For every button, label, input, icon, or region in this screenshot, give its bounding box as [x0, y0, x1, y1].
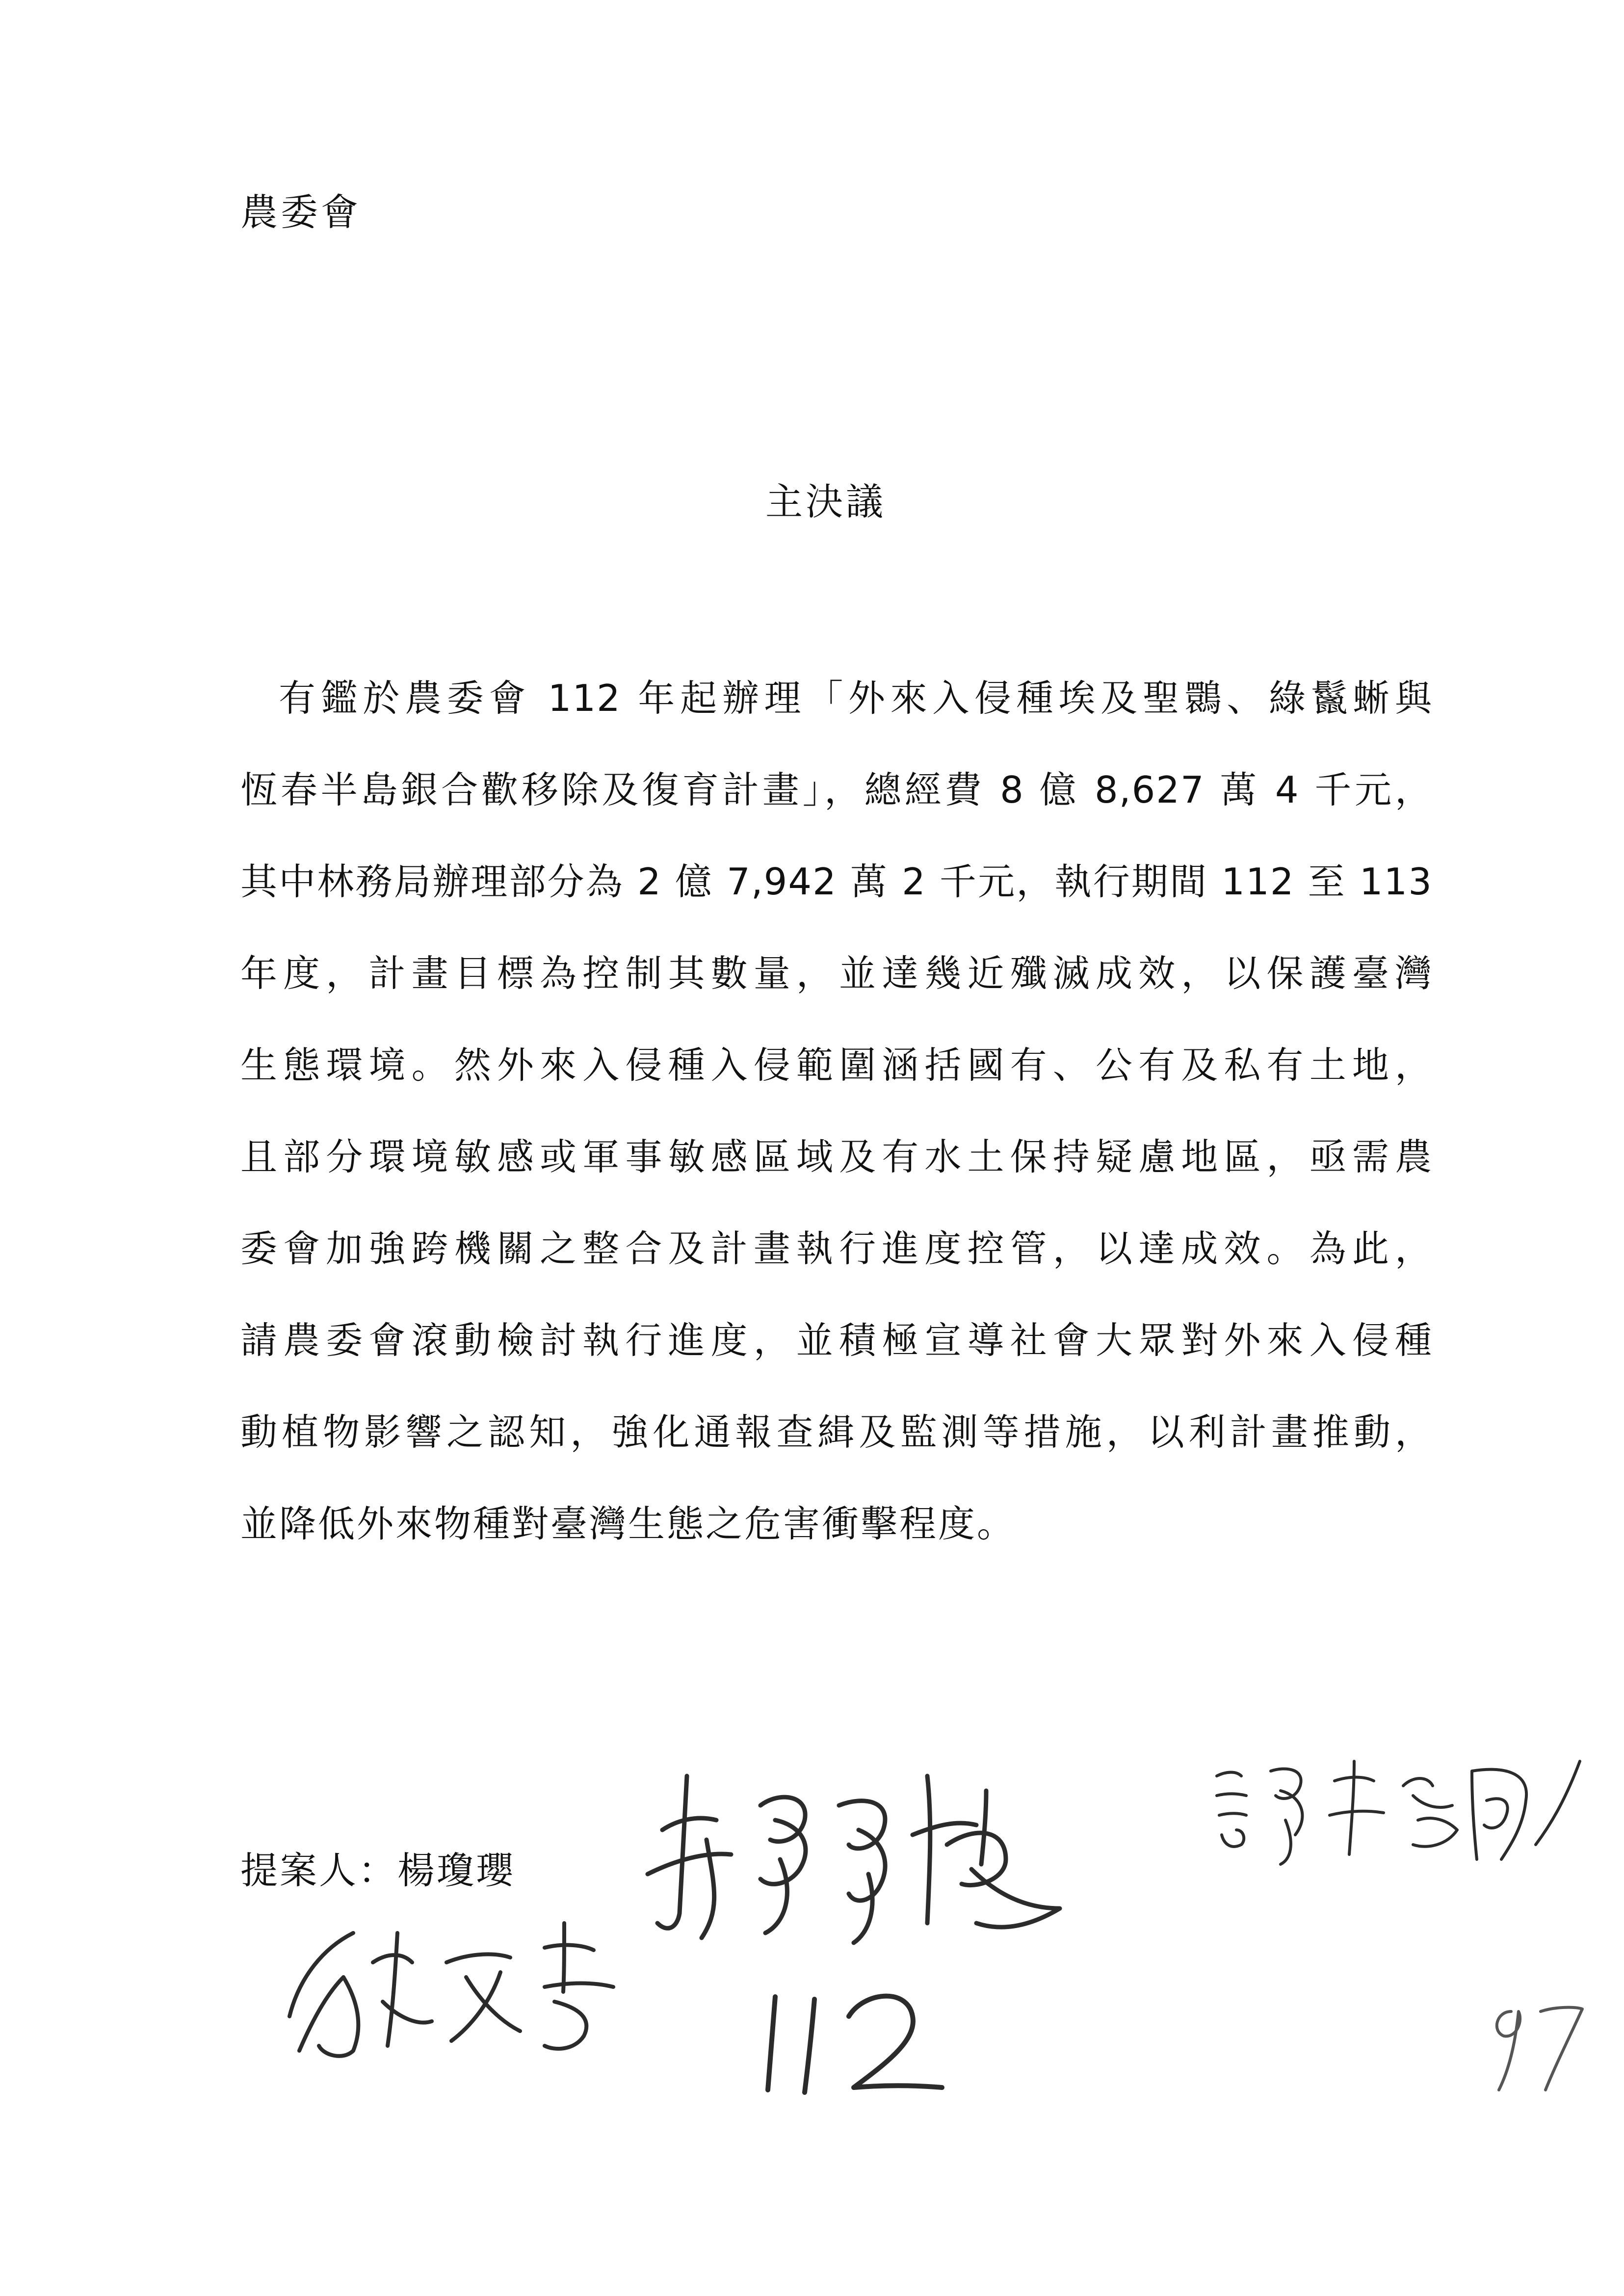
agency-label: 農委會	[240, 190, 361, 234]
body-line: 並降低外來物種對臺灣生態之危害衝擊程度。	[240, 1502, 1016, 1545]
handwritten-signature-1	[633, 1747, 1099, 1967]
handwritten-signature-3	[270, 1904, 662, 2065]
body-line: 其中林務局辦理部分為 2 億 7,942 萬 2 千元，執行期間 112 至 113	[240, 860, 1433, 903]
body-line: 且部分環境敏感或軍事敏感區域及有水土保持疑慮地區，亟需農	[240, 1135, 1433, 1178]
body-line: 恆春半島銀合歡移除及復育計畫」，總經費 8 億 8,627 萬 4 千元，	[240, 768, 1433, 811]
handwritten-corner-number	[1477, 1992, 1595, 2100]
body-line: 有鑑於農委會 112 年起辦理「外來入侵種埃及聖䴉、綠鬣蜥與	[279, 677, 1433, 720]
handwritten-page-number	[756, 1982, 952, 2100]
proposer-label: 提案人：楊瓊瓔	[240, 1849, 515, 1892]
body-line: 請農委會滾動檢討執行進度，並積極宣導社會大眾對外來入侵種	[240, 1319, 1433, 1362]
document-heading: 主決議	[765, 480, 886, 523]
body-line: 年度，計畫目標為控制其數量，並達幾近殲滅成效，以保護臺灣	[240, 952, 1433, 995]
body-line: 動植物影響之認知，強化通報查緝及監測等措施，以利計畫推動，	[240, 1410, 1433, 1454]
body-line: 生態環境。然外來入侵種入侵範圍涵括國有、公有及私有土地，	[240, 1044, 1433, 1087]
handwritten-signature-2	[1207, 1747, 1590, 1874]
resolution-body	[240, 652, 1433, 1570]
body-line: 委會加強跨機關之整合及計畫執行進度控管，以達成效。為此，	[240, 1227, 1433, 1270]
